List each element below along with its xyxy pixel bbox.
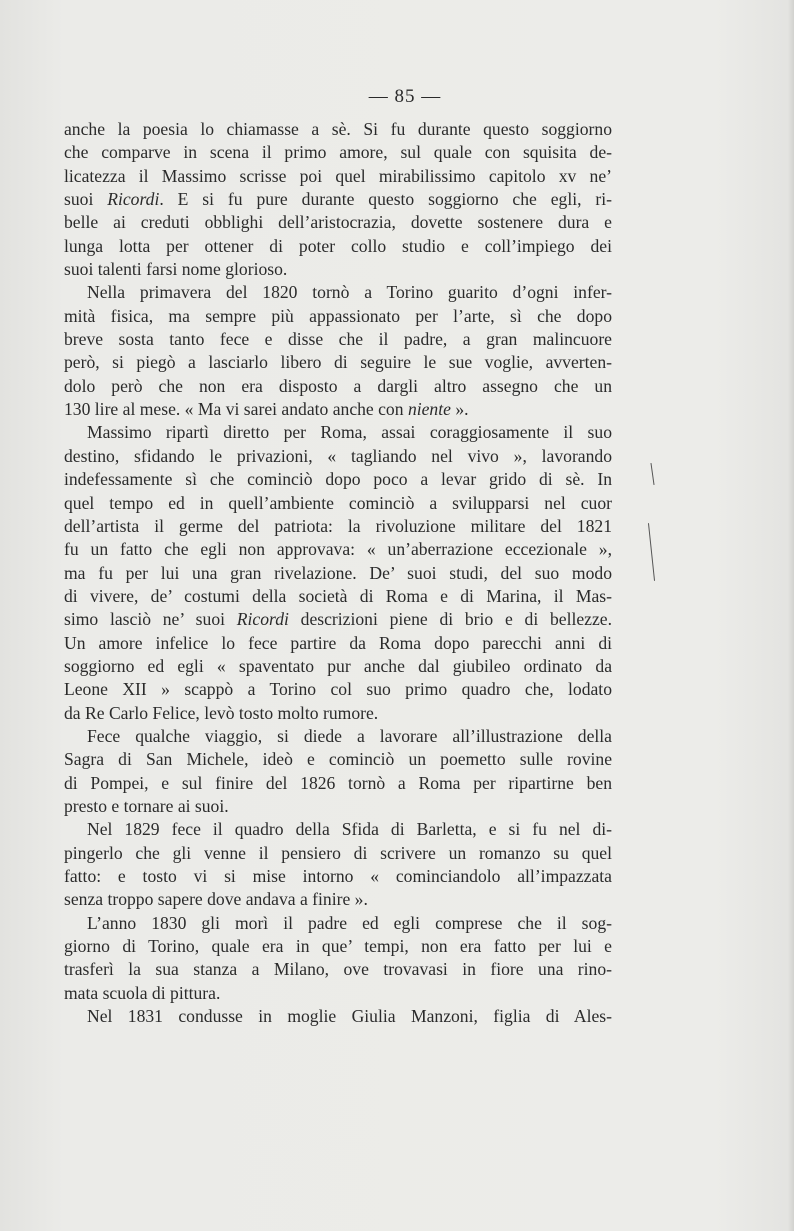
text-line: mata scuola di pittura. — [64, 982, 221, 1003]
text-line: breve sosta tanto fece e disse che il padre, a gran malincuore — [64, 329, 612, 350]
text-line: di Pompei, e sul finire del 1826 tornò a Roma per ripartirne ben — [64, 772, 612, 793]
text-line: presto e tornare ai suoi. — [64, 795, 229, 816]
text-line: Leone XII » scappò a Torino col suo primo quadro che, lodato — [64, 679, 612, 700]
text-line: destino, sfidando le privazioni, « tagliando nel vivo », lavorando — [64, 445, 612, 466]
text-line: trasferì la sua stanza a Milano, ove trovavasi in fiore una rino- — [64, 959, 612, 980]
text-line: giorno di Torino, quale era in que’ tempi, non era fatto per lui e — [64, 936, 612, 957]
text-line: lunga lotta per ottener di poter collo studio e coll’impiego dei — [64, 235, 612, 256]
text-line: senza troppo sapere dove andava a finire ». — [64, 889, 368, 910]
text-line: ma fu per lui una gran rivelazione. De’ suoi studi, del suo modo — [64, 562, 612, 583]
text-line: soggiorno ed egli « spaventato pur anche dal giubileo ordinato da — [64, 655, 612, 676]
text-line: anche la poesia lo chiamasse a sè. Si fu durante questo soggiorno — [64, 119, 612, 139]
text-line: che comparve in scena il primo amore, sul quale con squisita de- — [64, 142, 612, 163]
text-line: Un amore infelice lo fece partire da Roma dopo parecchi anni di — [64, 632, 612, 653]
italic-word: Ricordi — [107, 189, 160, 210]
text-line: pingerlo che gli venne il pensiero di scrivere un romanzo su quel — [64, 842, 612, 863]
text-line: Massimo ripartì diretto per Roma, assai coraggiosamente il suo — [87, 422, 612, 443]
text-line: Nel 1829 fece il quadro della Sfida di Barletta, e si fu nel di- — [87, 819, 612, 840]
text-line: Nella primavera del 1820 tornò a Torino guarito d’ogni infer- — [87, 282, 612, 303]
edge-mark — [650, 463, 654, 485]
text-line: quel tempo ed in quell’ambiente cominciò a svilupparsi nel cuor — [64, 492, 612, 513]
page-edge-shadow — [788, 0, 794, 1231]
body-text — [64, 118, 612, 1028]
edge-mark — [648, 523, 655, 581]
text-line: Fece qualche viaggio, si diede a lavorare all’illustrazione della — [87, 725, 612, 746]
text-line: belle ai creduti obblighi dell’aristocrazia, dovette sostenere dura e — [64, 212, 612, 233]
text-line: di vivere, de’ costumi della società di Roma e di Marina, il Mas- — [64, 585, 612, 606]
text-line: fatto: e tosto vi si mise intorno « cominciandolo all’impazzata — [64, 866, 612, 886]
text-line: dolo però che non era disposto a dargli altro assegno che un — [64, 375, 612, 396]
page-number: — 85 — — [368, 86, 442, 107]
text-line: L’anno 1830 gli morì il padre ed egli comprese che il sog- — [87, 912, 612, 933]
text-line: fu un fatto che egli non approvava: « un’aberrazione eccezionale », — [64, 539, 612, 560]
text-line: Nel 1831 condusse in moglie Giulia Manzoni, figlia di Ales- — [87, 1006, 612, 1027]
italic-word: niente — [407, 399, 451, 420]
text-line: suoi Ricordi. E si fu pure durante questo soggiorno che egli, ri- — [64, 189, 612, 210]
text-line: 130 lire al mese. « Ma vi sarei andato anche con niente ». — [64, 399, 469, 420]
text-line: da Re Carlo Felice, levò tosto molto rumore. — [64, 702, 379, 723]
text-line: dell’artista il germe del patriota: la rivoluzione militare del 1821 — [64, 515, 612, 536]
text-line: licatezza il Massimo scrisse poi quel mirabilissimo capitolo xv ne’ — [64, 165, 612, 186]
text-line: mità fisica, ma sempre più appassionato per l’arte, sì che dopo — [64, 305, 612, 326]
italic-word: Ricordi — [236, 609, 289, 630]
text-line: simo lasciò ne’ suoi Ricordi descrizioni piene di brio e di bellezze. — [64, 609, 612, 630]
text-line: indefessamente sì che cominciò dopo poco a levar grido di sè. In — [64, 469, 612, 490]
text-line: suoi talenti farsi nome glorioso. — [64, 259, 288, 280]
text-line: però, si piegò a lasciarlo libero di seguire le sue voglie, avverten- — [64, 352, 612, 373]
text-line: Sagra di San Michele, ideò e cominciò un poemetto sulle rovine — [64, 749, 612, 770]
